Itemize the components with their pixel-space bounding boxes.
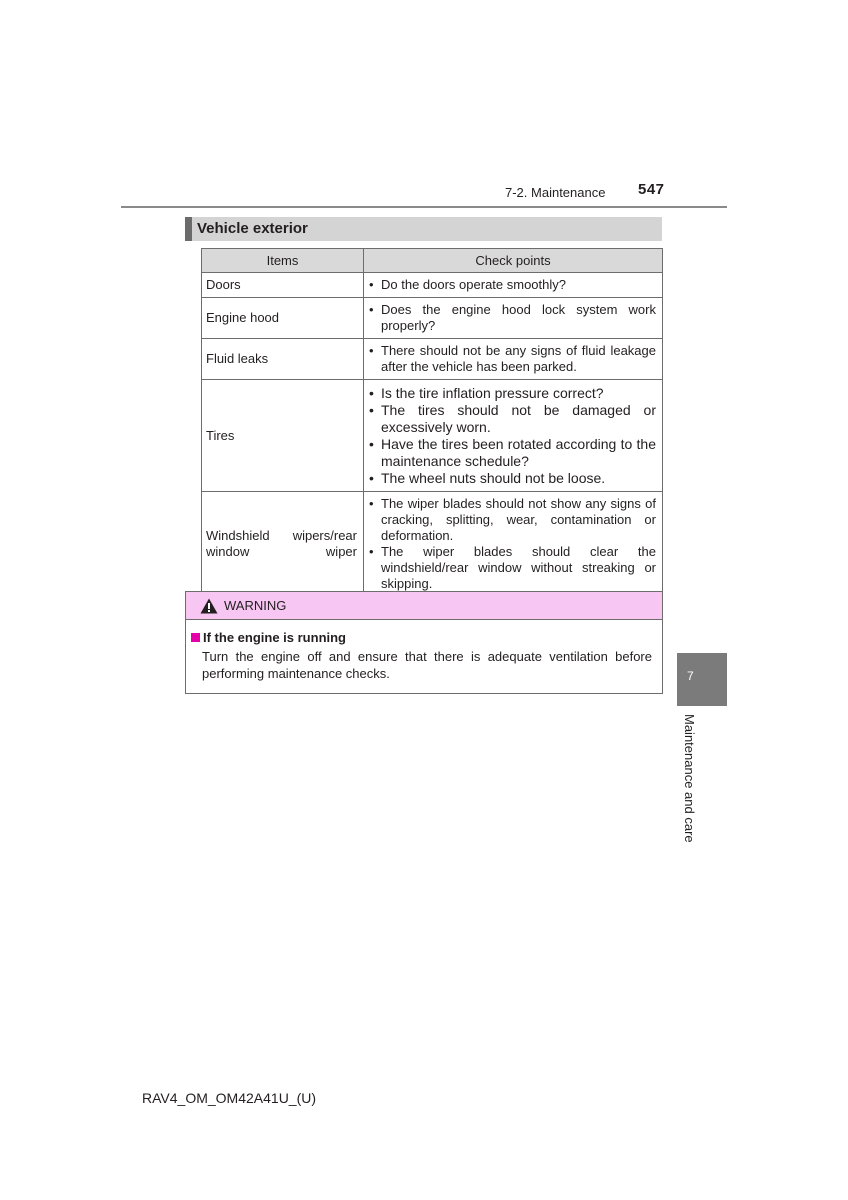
- check-point: • The tires should not be damaged or excessively worn.: [369, 402, 656, 436]
- warning-text: Turn the engine off and ensure that there is adequate ventilation before performing maintenance checks.: [202, 649, 652, 681]
- table-row: [202, 273, 663, 298]
- table-row: [202, 492, 663, 597]
- check-point: • Is the tire inflation pressure correct?: [369, 385, 656, 402]
- square-bullet-icon: [191, 633, 200, 642]
- item-cell: Doors: [202, 273, 364, 298]
- check-point: • There should not be any signs of fluid leakage after the vehicle has been parked.: [369, 343, 656, 375]
- header-divider: [121, 206, 727, 208]
- warning-title: [191, 629, 652, 646]
- check-point: • Does the engine hood lock system work properly?: [369, 302, 656, 334]
- check-points-cell: [364, 380, 663, 492]
- check-points-cell: [364, 339, 663, 380]
- warning-triangle-icon: [200, 598, 218, 614]
- page-number: 547: [638, 181, 665, 198]
- check-point: • Have the tires been rotated according to the maintenance schedule?: [369, 436, 656, 470]
- chapter-tab[interactable]: [677, 653, 727, 706]
- warning-title-text: If the engine is running: [203, 630, 346, 645]
- chapter-number: 7: [687, 669, 694, 683]
- table-header-row: [202, 249, 663, 273]
- table-row: [202, 298, 663, 339]
- check-points-cell: [364, 492, 663, 597]
- footer-document-code: RAV4_OM_OM42A41U_(U): [142, 1090, 317, 1106]
- table-row: [202, 380, 663, 492]
- warning-header: [186, 592, 662, 620]
- item-cell: Windshield wipers/rear window wiper: [202, 492, 364, 597]
- item-cell: Fluid leaks: [202, 339, 364, 380]
- check-point: • The wiper blades should not show any signs of cracking, splitting, wear, contamination or deformation.: [369, 496, 656, 544]
- table-row: [202, 339, 663, 380]
- section-title: Vehicle exterior: [185, 217, 662, 241]
- check-point: • The wiper blades should clear the windshield/rear window without streaking or skipping.: [369, 544, 656, 592]
- check-points-cell: [364, 273, 663, 298]
- column-header-check-points: Check points: [364, 249, 663, 273]
- header-section-label: 7-2. Maintenance: [505, 185, 606, 200]
- inspection-table: [201, 248, 663, 597]
- warning-label: WARNING: [224, 598, 287, 613]
- check-points-cell: [364, 298, 663, 339]
- column-header-items: Items: [202, 249, 364, 273]
- warning-box: [185, 591, 663, 694]
- item-cell: Engine hood: [202, 298, 364, 339]
- warning-body: [186, 620, 662, 682]
- check-point: • Do the doors operate smoothly?: [369, 277, 656, 293]
- chapter-label: Maintenance and care: [682, 714, 697, 843]
- item-cell: Tires: [202, 380, 364, 492]
- check-point: • The wheel nuts should not be loose.: [369, 470, 656, 487]
